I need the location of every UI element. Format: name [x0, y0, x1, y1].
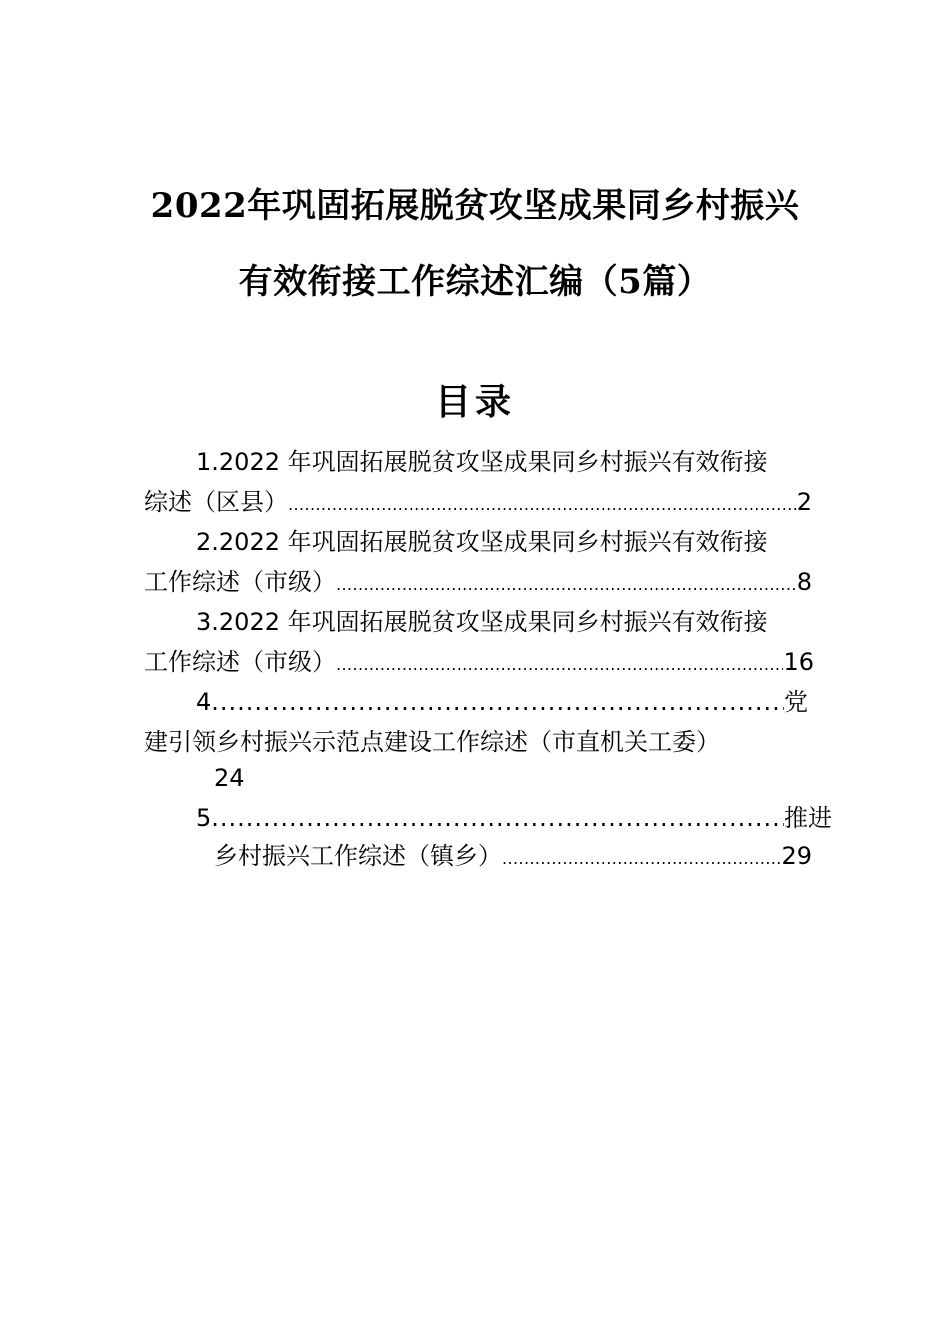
toc-entry-3-page: 16 — [783, 648, 814, 676]
toc-entry-2-title: 2.2022 年巩固拓展脱贫攻坚成果同乡村振兴有效衔接 — [196, 528, 768, 556]
toc-leader-dots — [336, 649, 783, 678]
toc-entry-2-line-1[interactable] — [196, 526, 836, 558]
toc-entry-5-number: 5 — [196, 804, 212, 832]
toc-entry-5-page: 29 — [781, 842, 812, 870]
toc-entry-3-line-2[interactable] — [144, 646, 814, 678]
document-title-line-2: 有效衔接工作综述汇编（5篇） — [238, 262, 712, 302]
toc-entry-4-line-1[interactable] — [196, 686, 808, 718]
toc-entry-5-line-1[interactable] — [196, 802, 832, 834]
toc-entry-3-title-cont: 工作综述（市级） — [144, 648, 336, 676]
toc-leader-dots — [211, 802, 784, 834]
toc-entry-4-title-start: 党 — [784, 688, 808, 716]
toc-entry-5-title-cont: 乡村振兴工作综述（镇乡） — [214, 842, 502, 870]
toc-entry-4-line-2[interactable] — [144, 726, 804, 758]
toc-entry-2-page: 8 — [796, 568, 812, 596]
toc-leader-dots — [211, 686, 784, 718]
toc-entry-2-title-cont: 工作综述（市级） — [144, 568, 336, 596]
toc-leader-dots — [336, 569, 797, 598]
toc-entry-2-line-2[interactable] — [144, 566, 812, 598]
toc-entry-3-line-1[interactable] — [196, 606, 836, 638]
toc-leader-dots — [288, 489, 797, 518]
toc-entry-4-number: 4 — [196, 688, 212, 716]
toc-entry-4-page: 24 — [214, 764, 245, 792]
toc-entry-5-line-2[interactable] — [214, 840, 812, 872]
toc-entry-1-line-2[interactable] — [144, 486, 812, 518]
document-title-line-1: 2022年巩固拓展脱贫攻坚成果同乡村振兴 — [150, 186, 800, 226]
toc-entry-1-title: 1.2022 年巩固拓展脱贫攻坚成果同乡村振兴有效衔接 — [196, 448, 768, 476]
toc-entry-1-page: 2 — [796, 488, 812, 516]
toc-entry-5-title-start: 推进 — [784, 804, 832, 832]
toc-entry-4-page-line[interactable] — [214, 762, 294, 794]
toc-heading: 目录 — [434, 381, 515, 423]
toc-entry-1-title-cont: 综述（区县） — [144, 488, 288, 516]
toc-entry-1-line-1[interactable] — [196, 446, 836, 478]
toc-entry-4-title-cont: 建引领乡村振兴示范点建设工作综述（市直机关工委） — [144, 728, 720, 756]
toc-entry-3-title: 3.2022 年巩固拓展脱贫攻坚成果同乡村振兴有效衔接 — [196, 608, 768, 636]
toc-leader-dots — [502, 843, 781, 872]
